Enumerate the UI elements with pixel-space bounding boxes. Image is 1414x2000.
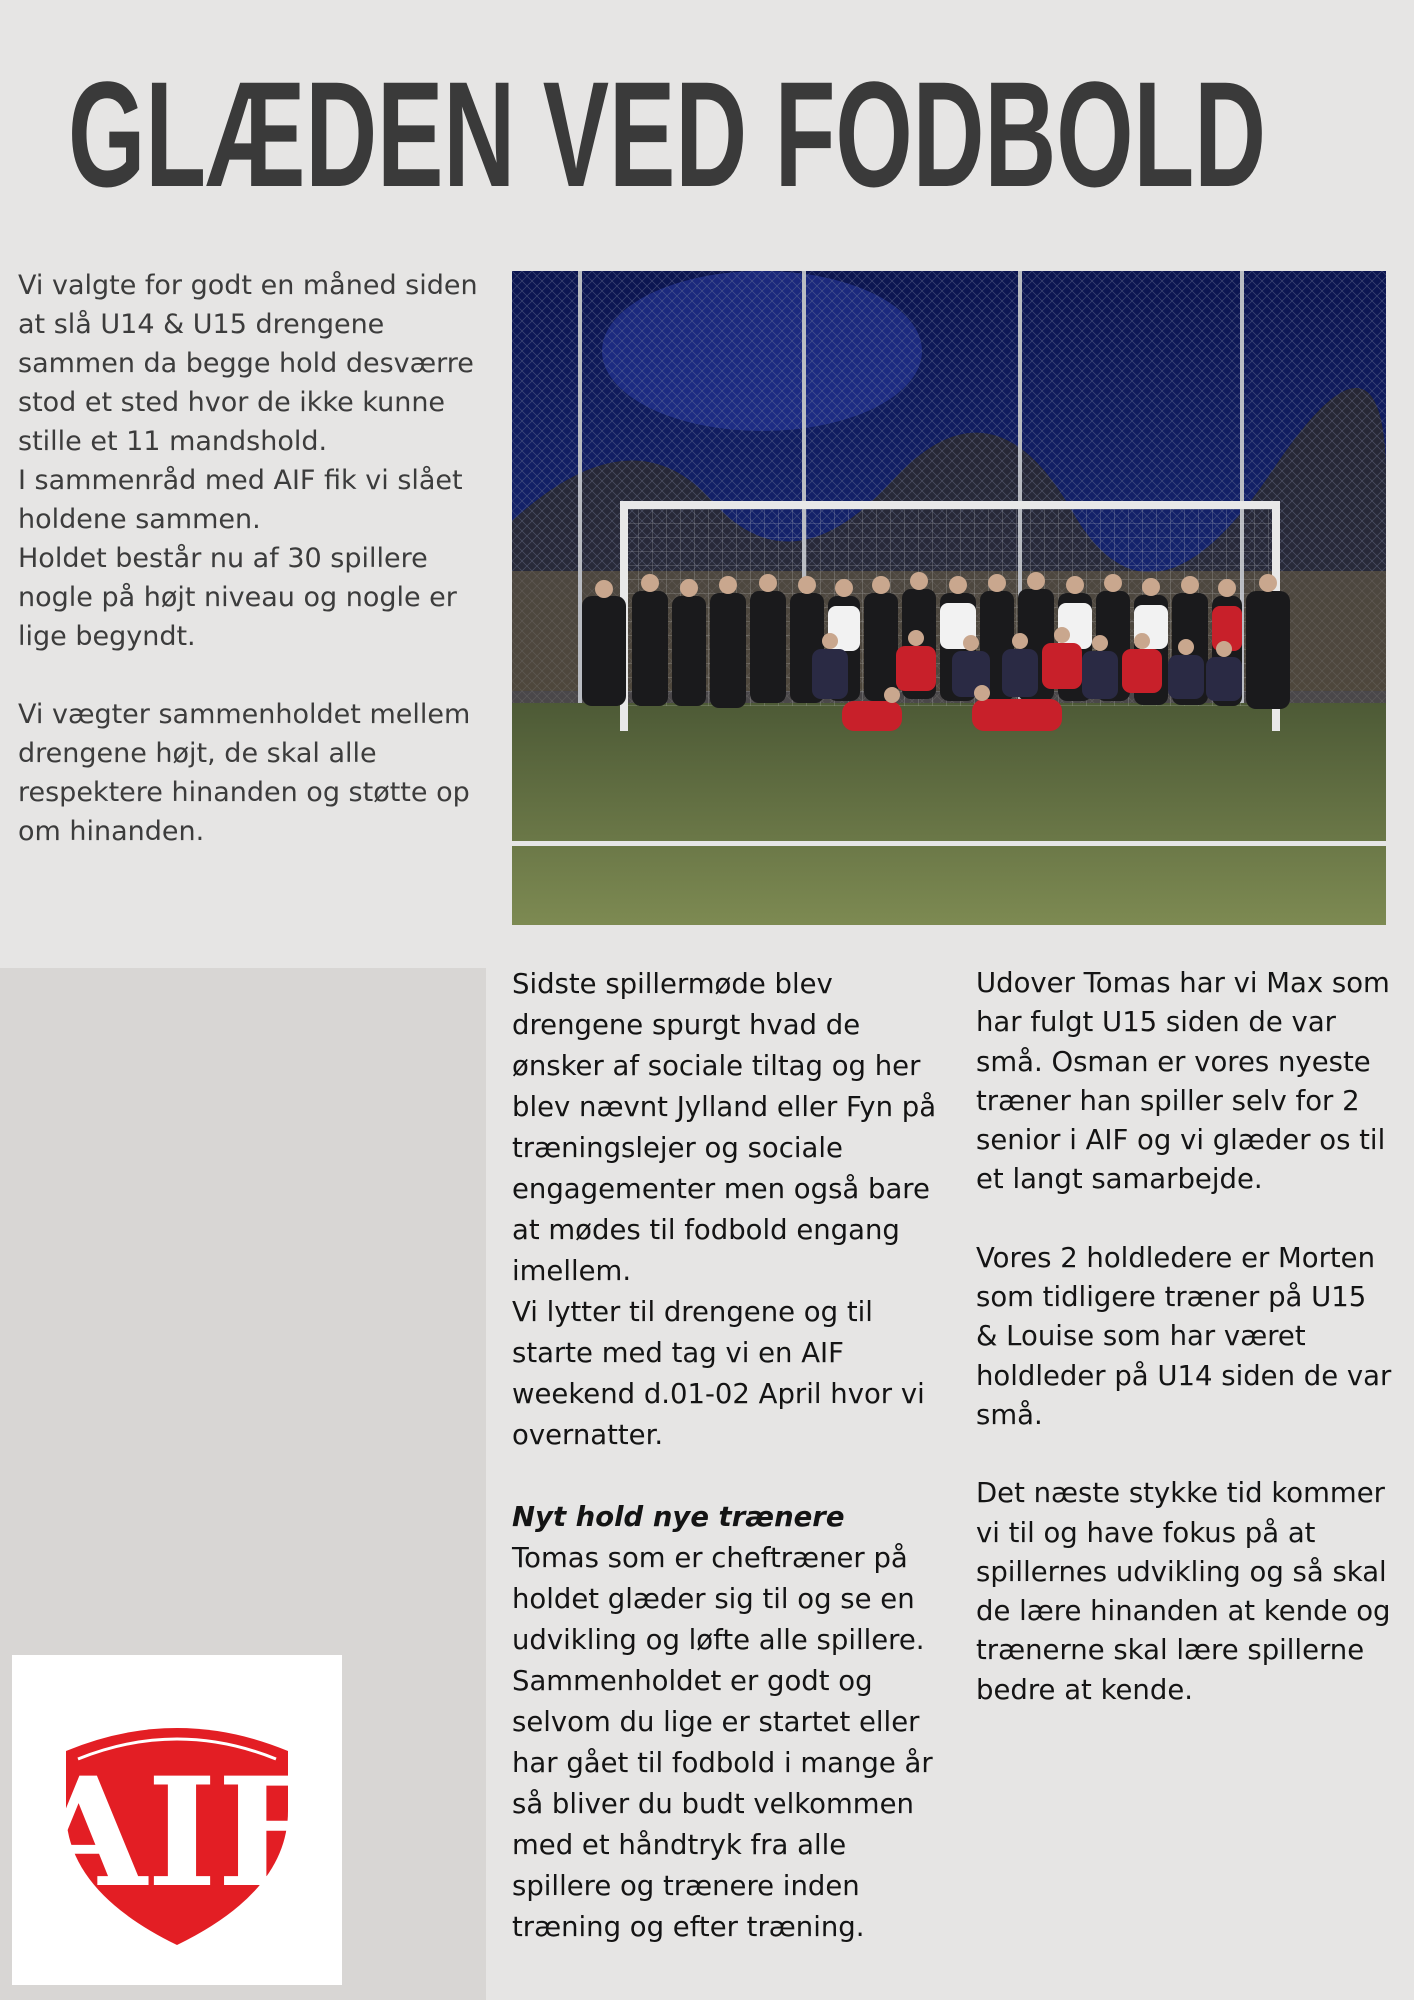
- right-paragraph-1: Udover Tomas har vi Max som har fulgt U15 siden de var små. Osman er vores nyeste træner han spiller selv for 2 senior i AIF og vi glæder os til et langt samarbejde.: [976, 967, 1390, 1196]
- intro-line-1: Vi valgte for godt en måned siden at slå U14 & U15 drengene sammen da begge hold desværre stod et sted hvor de ikke kunne stille et 11 mandshold.: [18, 270, 478, 457]
- intro-line-3: Holdet består nu af 30 spillere nogle på højt niveau og nogle er lige begyndt.: [18, 543, 457, 652]
- middle-paragraph-1: Sidste spillermøde blev drengene spurgt hvad de ønsker af sociale tiltag og her blev nævnt Jylland eller Fyn på træningslejer og sociale engagementer men også bare at mødes til fodbold engang imellem.: [512, 968, 937, 1287]
- intro-line-2: I sammenråd med AIF fik vi slået holdene sammen.: [18, 465, 463, 535]
- right-paragraph-2: Vores 2 holdledere er Morten som tidligere træner på U15 & Louise som har været holdleder på U14 siden de var små.: [976, 1241, 1392, 1431]
- middle-column: [512, 964, 952, 1948]
- middle-paragraph-2: Vi lytter til drengene og til starte med tag vi en AIF weekend d.01-02 April hvor vi overnatter.: [512, 1296, 925, 1451]
- intro-text: [18, 266, 480, 851]
- section-heading: Nyt hold nye trænere: [512, 1501, 845, 1533]
- page-title-text: GLÆDEN VED FODBOLD: [68, 50, 1266, 208]
- intro-paragraph-2: Vi vægter sammenholdet mellem drengene højt, de skal alle respektere hinanden og støtte op om hinanden.: [18, 699, 471, 847]
- logo-text: AIF: [30, 1745, 324, 1921]
- club-logo: [12, 1655, 342, 1985]
- right-column: [976, 964, 1396, 1710]
- right-paragraph-3: Det næste stykke tid kommer vi til og have fokus på at spillernes udvikling og så skal de lære hinanden at kende og trænerne skal lære spillerne bedre at kende.: [976, 1477, 1391, 1706]
- middle-paragraph-3: Tomas som er cheftræner på holdet glæder sig til og se en udvikling og løfte alle spillere. Sammenholdet er godt og selvom du lige er startet eller har gået til fodbold i mange år så bliver du budt velkommen med et håndtryk fra alle spillere og trænere inden træning og efter træning.: [512, 1542, 933, 1943]
- page-title: [68, 38, 1388, 208]
- team-photo: [512, 271, 1386, 925]
